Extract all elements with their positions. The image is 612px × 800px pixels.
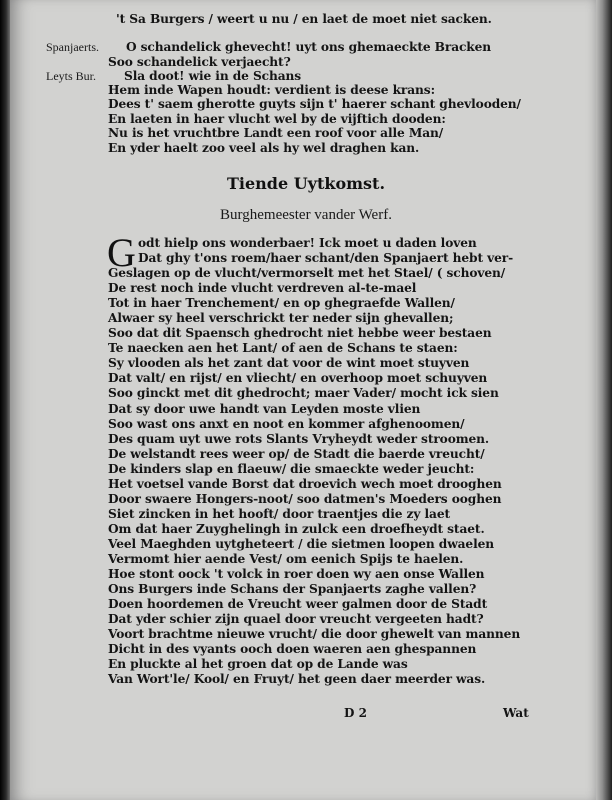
verse-line: Soo ginckt met dit ghedrocht; maer Vader/ mocht ick sien bbox=[108, 386, 499, 401]
verse-line: De rest noch inde vlucht verdreven al-te-mael bbox=[108, 281, 417, 296]
verse-line: Sy vlooden als het zant dat voor de wint moet stuyven bbox=[108, 356, 470, 371]
verse-line: Vermomt hier aende Vest/ om eenich Spijs te haelen. bbox=[108, 552, 464, 566]
verse-line: odt hielp ons wonderbaer! Ick moet u daden loven bbox=[138, 236, 477, 250]
verse-line: De kinders slap en flaeuw/ die smaeckte weder jeucht: bbox=[108, 461, 475, 476]
speaker-label-leyts: Leyts Bur. bbox=[46, 69, 96, 83]
dialogue-line: Dees t' saem gherotte guyts sijn t' haerer schant ghevlooden/ bbox=[108, 97, 521, 111]
dialogue-line: 't Sa Burgers / weert u nu / en laet de moet niet sacken. bbox=[116, 12, 492, 26]
verse-line: De welstandt rees weer op/ de Stadt die baerde vreucht/ bbox=[108, 446, 485, 461]
verse-line: Des quam uyt uwe rots Slants Vryheydt weder stroomen. bbox=[108, 431, 490, 446]
dialogue-line: En yder haelt zoo veel als hy wel draghen kan. bbox=[108, 141, 420, 155]
verse-line: Van Wort'le/ Kool/ en Fruyt/ het geen daer meerder was. bbox=[108, 672, 486, 687]
verse-line: Alwaer sy heel verschrickt ter neder sijn ghevallen; bbox=[108, 311, 454, 326]
dialogue-line: Hem inde Wapen houdt: verdient is deese krans: bbox=[108, 83, 435, 97]
verse-line: Veel Maeghden uytgheteert / die sietmen loopen dwaelen bbox=[108, 536, 495, 551]
catchword: Wat bbox=[503, 706, 529, 720]
dialogue-line: Soo schandelick verjaecht? bbox=[108, 55, 291, 69]
book-spine-shadow bbox=[0, 0, 10, 800]
verse-line: Dat sy door uwe handt van Leyden moste vlien bbox=[108, 401, 421, 416]
drop-capital: G bbox=[107, 230, 136, 275]
dialogue-line: Sla doot! wie in de Schans bbox=[124, 69, 302, 83]
verse-line: Te naecken aen het Lant/ of aen de Schans te staen: bbox=[108, 341, 458, 356]
verse-line: Tot in haer Trenchement/ en op ghegraefde Wallen/ bbox=[108, 296, 455, 311]
verse-line: Ons Burgers inde Schans der Spanjaerts zaghe vallen? bbox=[108, 582, 477, 597]
dialogue-line: En laeten in haer vlucht wel by de vijftich dooden: bbox=[108, 112, 446, 126]
verse-line: Dat valt/ en rijst/ en vliecht/ en overhoop moet schuyven bbox=[108, 371, 488, 386]
verse-line: Om dat haer Zuyghelingh in zulck een droefheydt staet. bbox=[108, 521, 485, 536]
verse-line: Hoe stont oock 't volck in roer doen wy aen onse Wallen bbox=[108, 567, 485, 582]
verse-line: Door swaere Hongers-noot/ soo datmen's Moeders ooghen bbox=[108, 491, 502, 506]
verse-line: Dat ghy t'ons roem/haer schant/den Spanjaert hebt ver- bbox=[138, 251, 514, 265]
dialogue-line: Nu is het vruchtbre Landt een roof voor alle Man/ bbox=[108, 126, 444, 140]
verse-line: Doen hoordemen de Vreucht weer galmen door de Stadt bbox=[108, 597, 488, 612]
dialogue-line: O schandelick ghevecht! uyt ons ghemaeckte Bracken bbox=[126, 40, 492, 54]
verse-line: Soo dat dit Spaensch ghedrocht niet hebbe weer bestaen bbox=[108, 326, 492, 341]
speaker-label-spanjaerts: Spanjaerts. bbox=[46, 40, 99, 54]
page-edge-shadow bbox=[596, 0, 612, 800]
signature-mark: D 2 bbox=[344, 706, 367, 720]
verse-line: Dicht in des vyants ooch doen waeren aen ghespannen bbox=[108, 642, 477, 657]
verse-line: Voort brachtme nieuwe vrucht/ die door ghewelt van mannen bbox=[108, 627, 521, 642]
verse-line: Geslagen op de vlucht/vermorselt met het Stael/ ( schoven/ bbox=[108, 266, 506, 281]
verse-line: Siet zincken in het hooft/ door traentjes die zy laet bbox=[108, 506, 451, 521]
verse-line: Dat yder schier zijn quael door vreucht vergeeten hadt? bbox=[108, 612, 484, 627]
section-heading: Tiende Uytkomst. bbox=[226, 174, 386, 193]
verse-line: Het voetsel vande Borst dat droevich wech moet drooghen bbox=[108, 476, 502, 491]
verse-line: Soo wast ons anxt en noot en kommer afghenoomen/ bbox=[108, 416, 465, 431]
verse-line: En pluckte al het groen dat op de Lande was bbox=[108, 657, 408, 672]
speaker-heading: Burghemeester vander Werf. bbox=[220, 207, 392, 223]
